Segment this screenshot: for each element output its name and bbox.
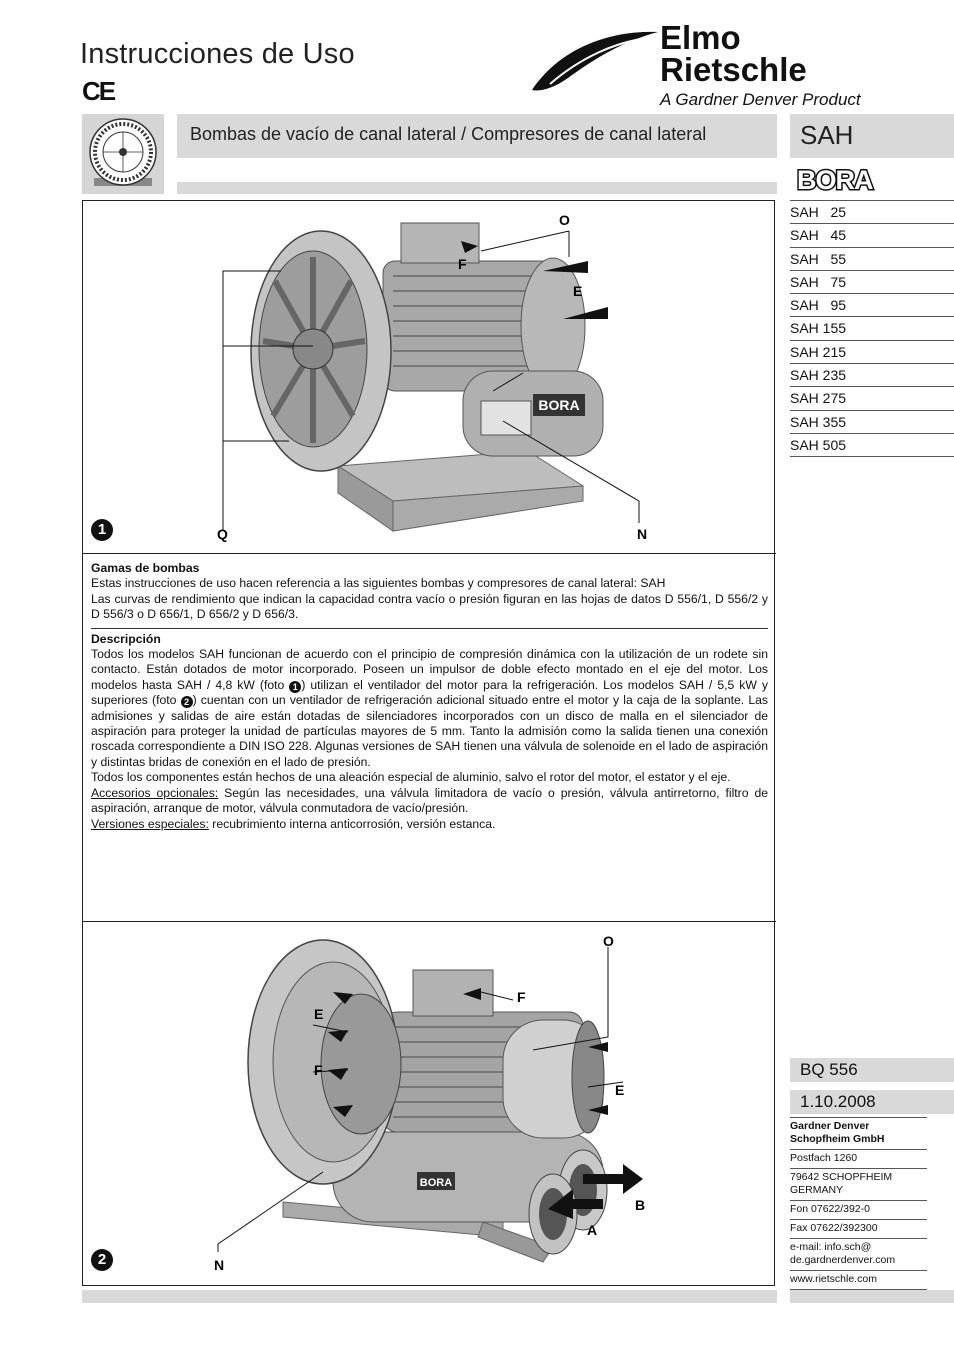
document-date: 1.10.2008 [800, 1092, 876, 1111]
contact-email[interactable]: e-mail: info.sch@ de.gardnerdenver.com [790, 1238, 927, 1270]
brand-name-line2: Rietschle [660, 51, 807, 88]
photo-1-blower-illustration [83, 201, 775, 553]
footer-band [82, 1290, 777, 1303]
model-row: SAH 75 [790, 270, 954, 293]
versiones-text: recubrimiento interna anticorrosión, versión estanca. [208, 816, 496, 831]
label-a: A [587, 1222, 598, 1238]
svg-text:BORA: BORA [797, 165, 873, 194]
desc-text-part: ) cuentan con un ventilador de refrigeración adicional situado entre el motor y la caja de la soplante. Las admisiones y salidas de aire están dotadas de silenciadores incorporados con un disco de malla en el silenciador de aspiración para proteger la unidad de partículas mayores de 5 mm. Tanto la admisión como la salida tienen una conexión roscada correspondiente a DIN ISO 228. Algunas versiones de SAH tienen una válvula de solenoide en el lado de aspiración y distintas bridas de conexión en el lado de presión. [91, 693, 768, 769]
label-f-left: F [314, 1062, 323, 1078]
contact-postfach: Postfach 1260 [790, 1149, 927, 1168]
photo-2-blower-illustration [83, 922, 775, 1286]
contact-fax: Fax 07622/392300 [790, 1219, 927, 1238]
divider-band [177, 182, 777, 194]
photo-2-nameplate: BORA [419, 1177, 453, 1189]
photo-1-nameplate: BORA [538, 397, 580, 413]
series-title: SAH [800, 120, 854, 150]
ce-mark: CE [82, 76, 115, 106]
desc-text-part: ) utilizan el ventilador del motor para la refrigeración. Los modelos SAH / 5,5 kW y superiores (foto [91, 677, 768, 708]
document-code-band [790, 1058, 954, 1082]
model-row: SAH 45 [790, 223, 954, 246]
accesorios-text: Según las necesidades, una válvula limitadora de vacío o presión, válvula antirretorno, filtro de aspiración, arranque de motor, válvula conmutadora de vacío/presión. [91, 785, 769, 816]
model-row: SAH 505 [790, 433, 954, 457]
bora-logo [793, 164, 885, 194]
label-q: Q [217, 526, 228, 542]
photo-2-number: 2 [91, 1249, 113, 1271]
gamas-paragraph-1: Estas instrucciones de uso hacen referencia a las siguientes bombas y compresores de canal lateral: SAH [91, 576, 666, 591]
versiones-paragraph [91, 817, 768, 832]
label-f-top: F [517, 989, 526, 1005]
contact-address: 79642 SCHOPFHEIM GERMANY [790, 1168, 927, 1200]
label-o: O [559, 212, 570, 228]
photo-1-number: 1 [91, 519, 113, 541]
desc-text-part: Todos los modelos SAH funcionan de acuerdo con el principio de compresión dinámica con la utilización de un rodete sin contacto. Están dotados de motor incorporado. Poseen un impulsor de doble efecto montado en el eje del motor. Los modelos hasta SAH / 4,8 kW (foto [91, 647, 768, 692]
contact-company: Gardner Denver Schopfheim GmbH [790, 1117, 927, 1149]
contact-block [790, 1117, 927, 1290]
section-divider [82, 553, 776, 554]
section-heading-descripcion: Descripción [91, 631, 161, 646]
photo-ref-1: 1 [289, 681, 301, 693]
model-row: SAH 275 [790, 386, 954, 409]
label-e-left: E [314, 1006, 324, 1022]
contact-phone: Fon 07622/392-0 [790, 1200, 927, 1219]
label-e-right: E [615, 1082, 625, 1098]
model-row: SAH 215 [790, 340, 954, 363]
model-row: SAH 355 [790, 410, 954, 433]
brand-name-line1: Elmo [660, 19, 741, 56]
model-list [790, 200, 954, 457]
label-e: E [573, 283, 583, 299]
photo-ref-2: 2 [181, 696, 193, 708]
description-text [91, 561, 768, 832]
document-date-band [790, 1090, 954, 1114]
model-row: SAH 25 [790, 200, 954, 223]
page-title: Instrucciones de Uso [80, 38, 355, 70]
contact-website-link[interactable]: www.rietschle.com [790, 1270, 927, 1290]
gamas-paragraph-2: Las curvas de rendimiento que indican la capacidad contra vacío o presión figuran en las hojas de datos D 556/1, D 556/2 y D 556/3 o D 656/1, D 656/2 y D 656/3. [91, 591, 768, 622]
subtitle-band [177, 114, 777, 158]
descripcion-paragraph-1 [91, 647, 768, 770]
label-n: N [214, 1257, 225, 1273]
label-n: N [637, 526, 648, 542]
descripcion-paragraph-2: Todos los componentes están hechos de una aleación especial de aluminio, salvo el rotor del motor, el estator y el eje. [91, 770, 731, 785]
footer-band [790, 1290, 954, 1303]
model-row: SAH 235 [790, 363, 954, 386]
section-heading-gamas: Gamas de bombas [91, 561, 200, 575]
versiones-label: Versiones especiales: [91, 816, 209, 831]
brand-swoosh-icon [530, 28, 660, 94]
section-rule [91, 628, 768, 629]
label-b: B [635, 1197, 646, 1213]
brand-tagline: A Gardner Denver Product [660, 90, 861, 109]
document-subtitle: Bombas de vacío de canal lateral / Compresores de canal lateral [190, 124, 707, 144]
blower-thumbnail [82, 114, 164, 194]
document-code: BQ 556 [800, 1060, 858, 1079]
model-row: SAH 155 [790, 316, 954, 339]
model-row: SAH 95 [790, 293, 954, 316]
label-f: F [458, 256, 467, 272]
accesorios-paragraph [91, 786, 768, 817]
label-o: O [603, 933, 614, 949]
series-band [790, 114, 954, 158]
model-row: SAH 55 [790, 247, 954, 270]
blower-front-icon [82, 114, 164, 194]
accesorios-label: Accesorios opcionales: [91, 785, 219, 800]
